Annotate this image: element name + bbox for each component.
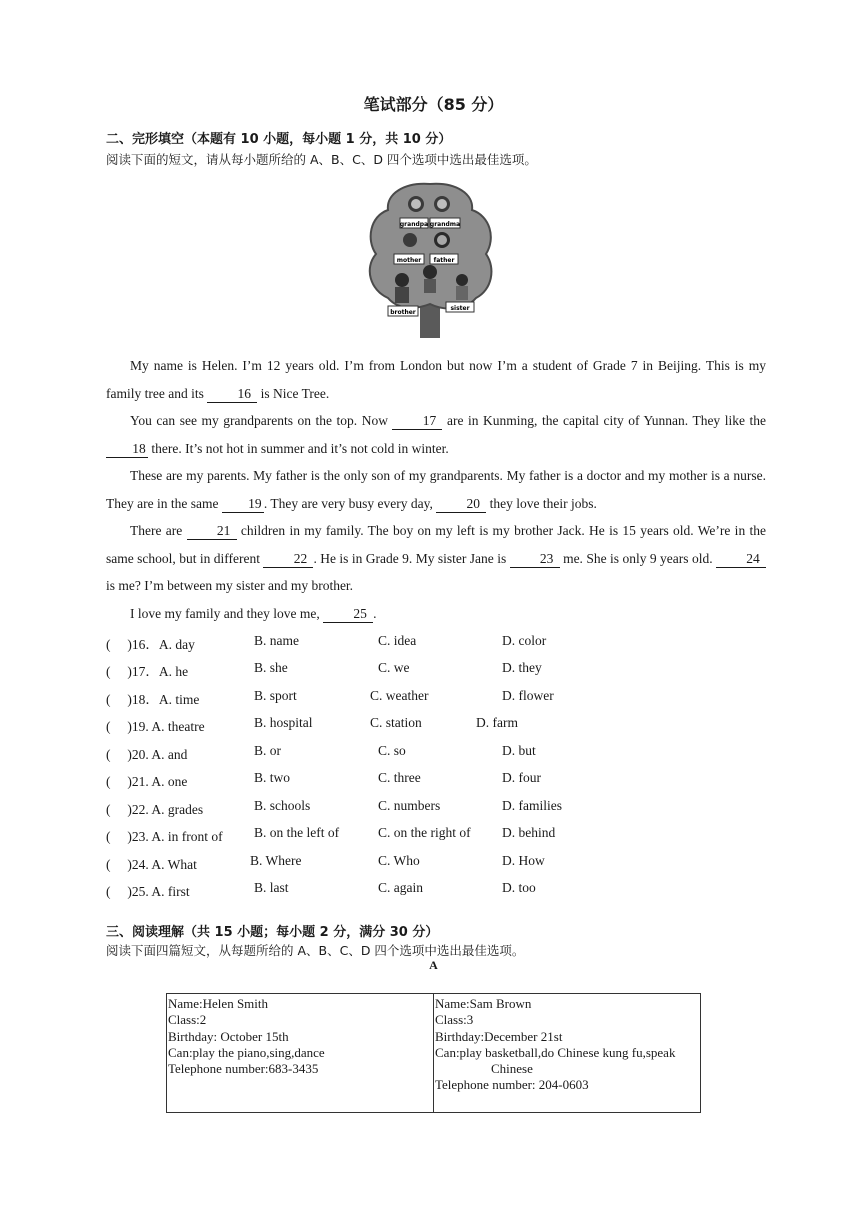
blank-21[interactable]: 21 — [187, 523, 237, 540]
section2-heading: 二、完形填空（本题有 10 小题，每小题 1 分，共 10 分） — [106, 132, 452, 147]
cloze-passage — [106, 352, 766, 627]
info-cell-sam: Name:Sam Brown Class:3 Birthday:December 21st Can:play basketball,do Chinese kung fu,speak Chinese Telephone number: 204-0603 — [434, 994, 701, 1113]
blank-19[interactable]: 19 — [222, 496, 264, 513]
blank-18[interactable]: 18 — [106, 441, 148, 458]
brother-face — [395, 273, 409, 287]
helen-face — [423, 265, 437, 279]
info-cell-helen: Name:Helen Smith Class:2 Birthday: October 15th Can:play the piano,sing,dance Telephone number:683-3435 — [167, 994, 434, 1113]
passage-paragraph-5: I love my family and they love me, 25 . — [130, 605, 377, 621]
section2-instruction: 阅读下面的短文，请从每小题所给的 A、B、C、D 四个选项中选出最佳选项。 — [106, 152, 537, 167]
blank-24[interactable]: 24 — [716, 551, 766, 568]
label-father: father — [433, 257, 455, 264]
passage-paragraph-1: My name is Helen. I’m 12 years old. I’m from London but now I’m a student of Grade 7 in Beijing. This is my family tree and its 16 is Nice Tree. — [106, 358, 766, 401]
blank-20[interactable]: 20 — [436, 496, 486, 513]
page-title: 笔试部分（85 分） — [363, 95, 504, 114]
passage-label-a: A — [429, 958, 438, 972]
mother-face — [403, 233, 417, 247]
blank-17[interactable]: 17 — [392, 413, 442, 430]
family-tree-image — [364, 180, 496, 338]
passage-paragraph-4: There are 21 children in my family. The boy on my left is my brother Jack. He is 15 years old. We’re in the same school, but in different 22 . He is in Grade 9. My sister Jane is 23 me. She is only 9 years old. 24 is me? I’m between my sister and my brother. — [106, 523, 766, 593]
blank-22[interactable]: 22 — [263, 551, 313, 568]
section3-instruction: 阅读下面四篇短文，从每题所给的 A、B、C、D 四个选项中选出最佳选项。 — [106, 943, 525, 958]
passage-paragraph-3: These are my parents. My father is the only son of my grandparents. My father is a doctor and my mother is a nurse. They are in the same 19 . They are very busy every day, 20 they love their jobs. — [106, 468, 766, 511]
label-mother: mother — [396, 257, 422, 264]
blank-25[interactable]: 25 — [323, 606, 373, 623]
label-brother: brother — [390, 309, 416, 316]
label-grandpa: grandpa — [399, 221, 429, 228]
section3-heading: 三、阅读理解（共 15 小题；每小题 2 分，满分 30 分） — [106, 925, 439, 940]
label-sister: sister — [450, 305, 470, 312]
blank-16[interactable]: 16 — [207, 386, 257, 403]
sister-face — [456, 274, 468, 286]
blank-23[interactable]: 23 — [510, 551, 560, 568]
info-table — [166, 993, 701, 1113]
passage-paragraph-2: You can see my grandparents on the top. Now 17 are in Kunming, the capital city of Yunnan. They like the 18 there. It’s not hot in summer and it’s not cold in winter. — [106, 407, 766, 462]
label-grandma: grandma — [429, 221, 461, 228]
